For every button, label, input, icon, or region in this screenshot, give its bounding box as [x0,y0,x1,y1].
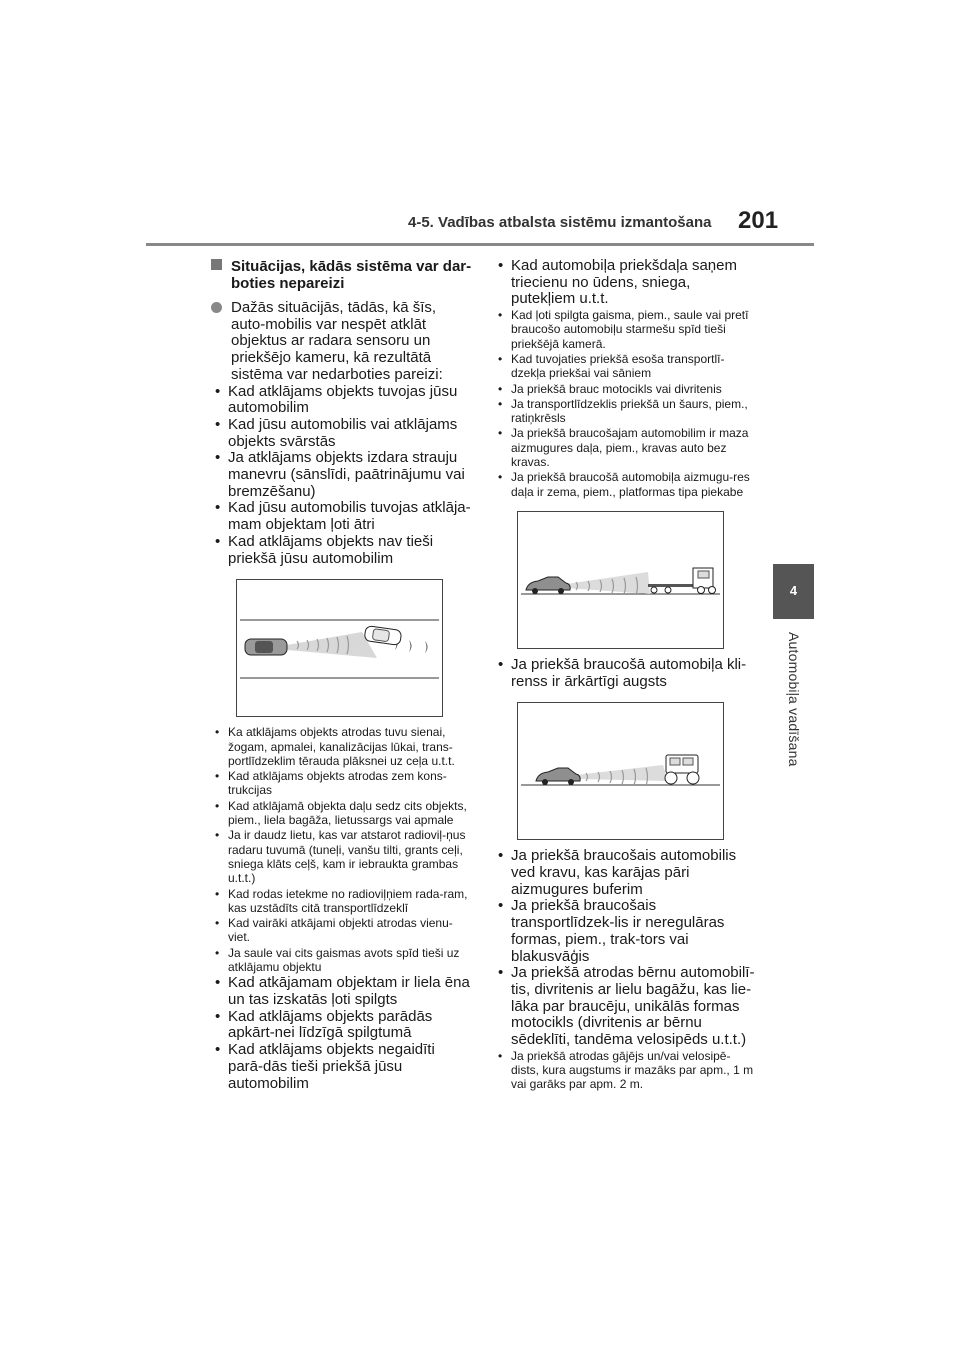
intro-text: Dažās situācijās, tādās, kā šīs, auto-mobilis var nespēt atklāt objektus ar radara sensoru un priekšējo kameru, kā rezultātā sistēma var nedarboties pareizi: [231,299,443,383]
right-column [494,258,757,1093]
illustration-flatbed-trailer [518,512,723,648]
figure-high-clearance [517,702,724,840]
figure-flatbed-trailer [517,511,724,649]
condition-list-3 [494,258,757,308]
list-item: • Ja ir daudz lietu, kas var atstarot radioviļ-ņus radaru tuvumā (tuneļi, vanšu tilti, grants ceļi, sniega klāts ceļš, kam ir iebraukta grambas u.t.t.) [211,828,473,885]
intro-paragraph [211,300,473,384]
list-item: • Ja priekšā braucošā automobiļa kli-renss ir ārkārtīgi augsts [494,657,757,690]
list-item: • Ja priekšā braucošajam automobilim ir maza aizmugures daļa, piem., kravas auto bez kravas. [494,426,757,469]
list-item: • Kad vairāki atkājami objekti atrodas vienu-viet. [211,916,473,945]
list-item: • Ka atklājams objekts atrodas tuvu sienai, žogam, apmalei, kanalizācijas lūkai, trans-portlīdzeklim tērauda plāksnei uz ceļa u.t.t. [211,725,473,768]
header-rule [146,243,814,246]
list-item: • Kad tuvojaties priekšā esoša transportlī-dzekļa priekšai vai sāniem [494,352,757,381]
condition-list-4 [494,657,757,690]
illustration-high-clearance [518,703,723,839]
list-item: • Ja priekšā brauc motocikls vai divritenis [494,382,757,396]
list-item: • Ja atklājams objekts izdara strauju manevru (sānslīdi, paātrinājumu vai bremzēšanu) [211,450,473,500]
heading-text: Situācijas, kādās sistēma var dar-boties nepareizi [231,258,472,292]
square-bullet-icon [211,259,222,270]
list-item: • Kad atklājamā objekta daļu sedz cits objekts, piem., liela bagāža, lietussargs vai apmale [211,799,473,828]
list-item: • Kad atkājamam objektam ir liela ēna un tas izskatās ļoti spilgts [211,975,473,1008]
list-item: • Kad atklājams objekts parādās apkārt-nei līdzīgā spilgtumā [211,1009,473,1042]
chapter-label: Automobiļa vadīšana [786,632,802,767]
circle-bullet-icon [211,302,222,313]
detail-list-3 [494,1049,757,1092]
list-item: • Kad atklājams objekts nav tieši priekšā jūsu automobilim [211,534,473,567]
left-column [211,258,473,1092]
chapter-number: 4 [789,583,798,598]
condition-list-2 [211,975,473,1092]
illustration-offset-vehicle [237,580,442,716]
condition-list [211,384,473,568]
list-item: • Kad rodas ietekme no radioviļņiem rada-ram, kas uzstādīts citā transportlīdzeklī [211,887,473,916]
list-item: • Ja saule vai cits gaismas avots spīd tieši uz atklājamu objektu [211,946,473,975]
list-item: • Kad automobiļa priekšdaļa saņem triecienu no ūdens, sniega, putekļiem u.t.t. [494,258,757,308]
figure-offset-vehicle [236,579,443,717]
list-item: • Ja priekšā braucošais automobilis ved kravu, kas karājas pāri aizmugures buferim [494,848,757,898]
detail-list [211,725,473,974]
detail-list-2 [494,308,757,499]
list-item: • Ja priekšā atrodas gājējs un/vai velosipē-dists, kura augstums ir mazāks par apm., 1 m vai garāks par apm. 2 m. [494,1049,757,1092]
section-heading [211,258,473,292]
list-item: • Kad jūsu automobilis vai atklājams objekts svārstās [211,417,473,450]
list-item: • Kad jūsu automobilis tuvojas atklāja-mam objektam ļoti ātri [211,500,473,533]
list-item: • Kad atklājams objekts atrodas zem kons-trukcijas [211,769,473,798]
page-number: 201 [738,207,779,234]
list-item: • Kad ļoti spilgta gaisma, piem., saule vai pretī braucošo automobiļu starmešu spīd tieši priekšējā kamerā. [494,308,757,351]
list-item: • Ja priekšā atrodas bērnu automobilī-tis, divritenis ar lielu bagāžu, kas lie-lāka par braucēju, unikālās formas motocikls (divritenis ar bērnu sēdeklīti, tandēma velosipēds u.t.t.) [494,965,757,1049]
list-item: • Kad atklājams objekts tuvojas jūsu automobilim [211,384,473,417]
list-item: • Ja priekšā braucošā automobiļa aizmugu-res daļa ir zema, piem., platformas tipa piekabe [494,470,757,499]
list-item: • Ja transportlīdzeklis priekšā un šaurs, piem., ratiņkrēsls [494,397,757,426]
condition-list-5 [494,848,757,1048]
list-item: • Ja priekšā braucošais transportlīdzek-lis ir neregulāras formas, piem., trak-tors vai blakusvāģis [494,898,757,965]
list-item: • Kad atklājams objekts negaidīti parā-dās tieši priekšā jūsu automobilim [211,1042,473,1092]
section-title: 4-5. Vadības atbalsta sistēmu izmantošana [408,214,712,231]
